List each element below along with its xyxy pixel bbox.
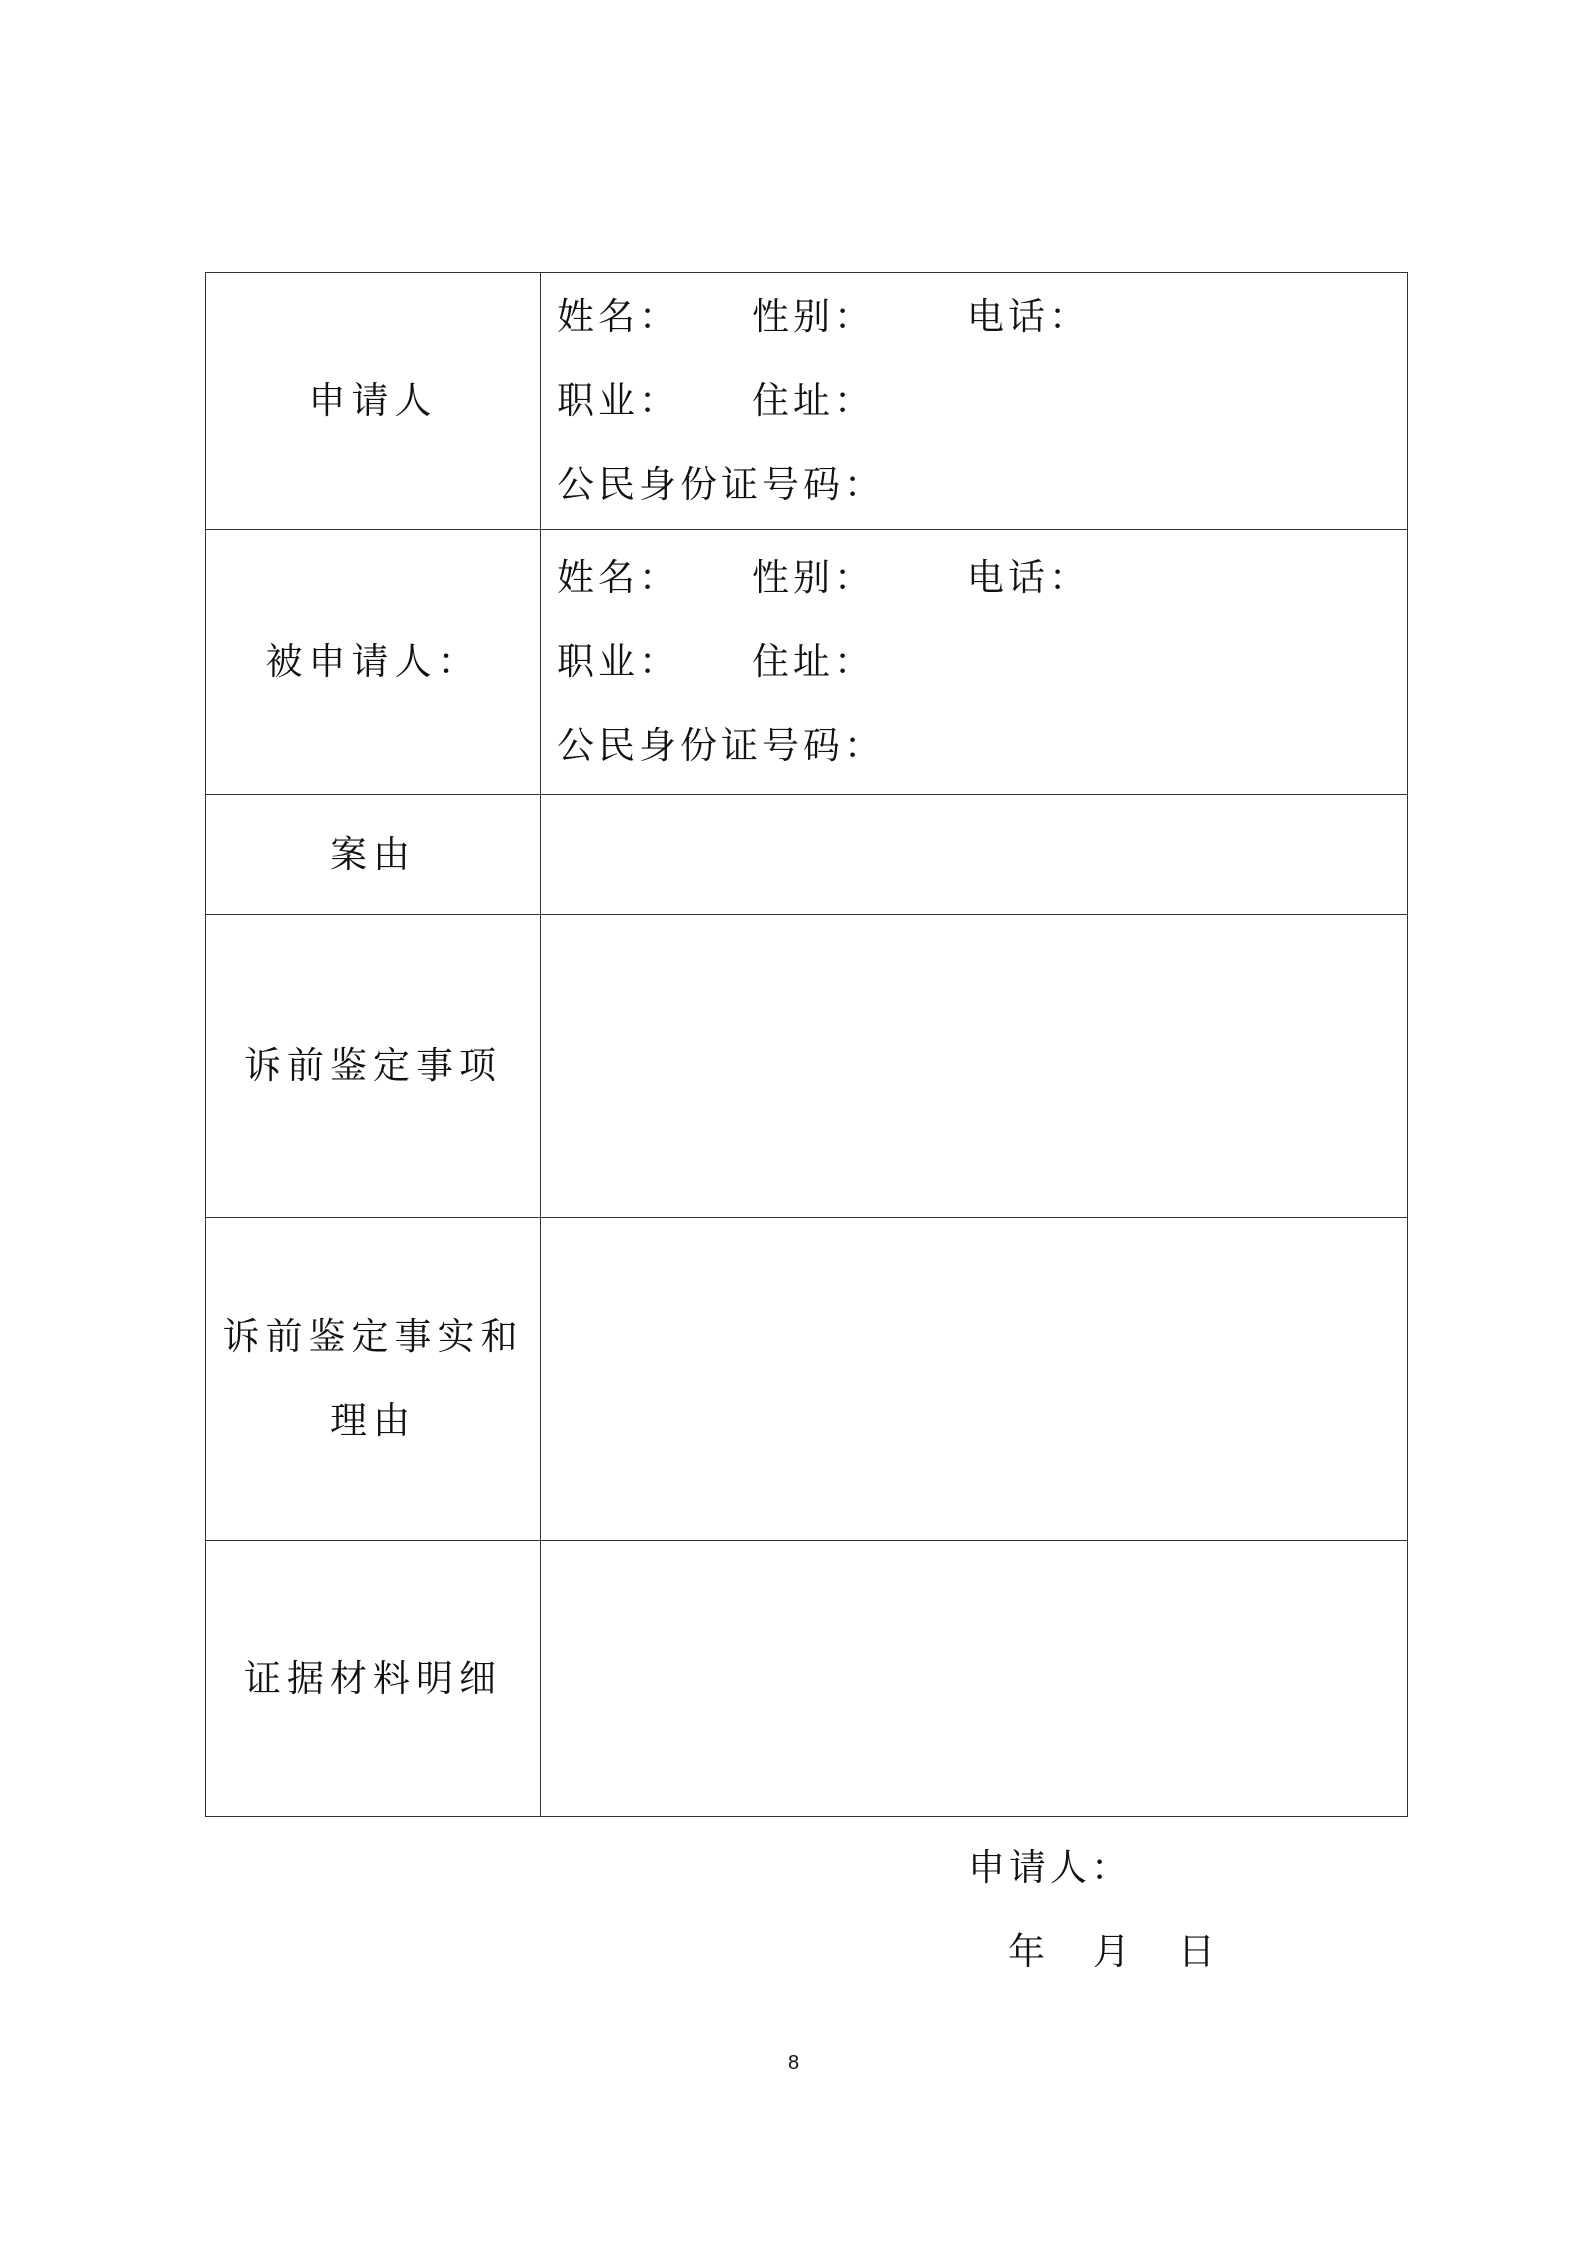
applicant-row (206, 273, 1408, 530)
respondent-id-field[interactable]: 公民身份证号码： (557, 724, 885, 767)
applicant-name-field[interactable]: 姓名： (557, 295, 680, 338)
cause-row (206, 795, 1408, 915)
facts-value-cell[interactable] (541, 1218, 1408, 1541)
applicant-line-3 (557, 443, 1407, 527)
evidence-label: 证据材料明细 (206, 1541, 541, 1817)
facts-label-line-1: 诉前鉴定事实和 (222, 1315, 524, 1358)
applicant-label: 申请人 (206, 273, 541, 530)
applicant-address-field[interactable]: 住址： (752, 379, 875, 422)
respondent-label: 被申请人： (206, 530, 541, 795)
date-month[interactable]: 月 (1093, 1930, 1134, 1973)
respondent-line-3 (557, 704, 1407, 788)
respondent-line-1 (557, 536, 1407, 620)
applicant-id-field[interactable]: 公民身份证号码： (557, 463, 885, 506)
respondent-line-2 (557, 620, 1407, 704)
cause-value-cell[interactable] (541, 795, 1408, 915)
signature-block (968, 1826, 1263, 1994)
applicant-line-2 (557, 359, 1407, 443)
matters-value-cell[interactable] (541, 915, 1408, 1218)
respondent-info (541, 530, 1408, 795)
applicant-gender-field[interactable]: 性别： (752, 295, 875, 338)
respondent-name-field[interactable]: 姓名： (557, 556, 680, 599)
applicant-occupation-field[interactable]: 职业： (557, 379, 680, 422)
signature-date (968, 1910, 1263, 1994)
facts-label (206, 1218, 541, 1541)
evidence-row (206, 1541, 1408, 1817)
application-form-table (205, 272, 1408, 1817)
respondent-phone-field[interactable]: 电话： (967, 556, 1090, 599)
facts-label-line-2: 理由 (330, 1399, 416, 1442)
respondent-address-field[interactable]: 住址： (752, 640, 875, 683)
facts-row (206, 1218, 1408, 1541)
matters-label: 诉前鉴定事项 (206, 915, 541, 1218)
page-number: 8 (787, 2052, 800, 2074)
respondent-occupation-field[interactable]: 职业： (557, 640, 680, 683)
signature-applicant-label[interactable]: 申请人： (968, 1846, 1132, 1889)
evidence-value-cell[interactable] (541, 1541, 1408, 1817)
matters-row (206, 915, 1408, 1218)
applicant-phone-field[interactable]: 电话： (967, 295, 1090, 338)
applicant-line-1 (557, 275, 1407, 359)
date-day[interactable]: 日 (1178, 1930, 1219, 1973)
respondent-gender-field[interactable]: 性别： (752, 556, 875, 599)
cause-label: 案由 (206, 795, 541, 915)
applicant-info (541, 273, 1408, 530)
respondent-row (206, 530, 1408, 795)
date-year[interactable]: 年 (1008, 1930, 1049, 1973)
